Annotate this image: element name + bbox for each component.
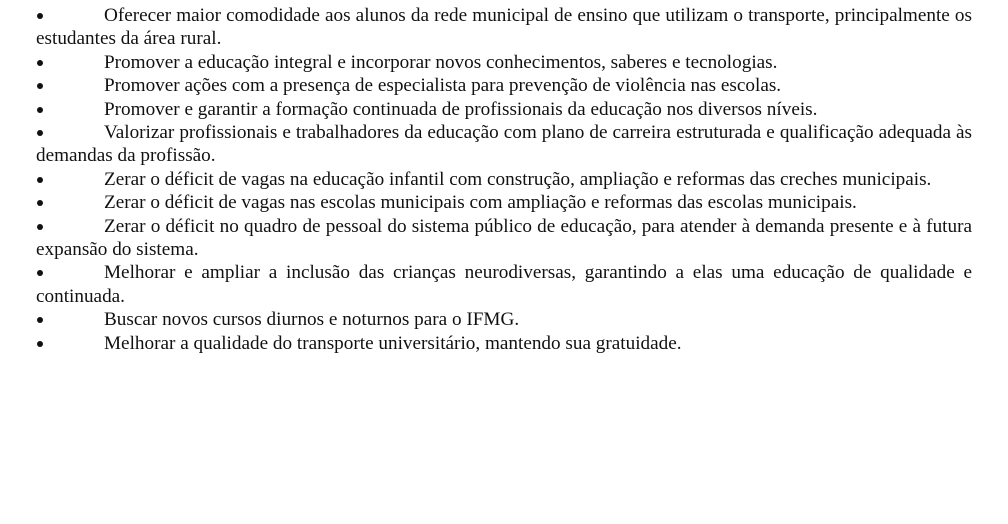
list-item <box>36 74 972 97</box>
bullet-icon <box>36 332 44 355</box>
list-item-text: Promover e garantir a formação continuada de profissionais da educação nos diversos níveis. <box>104 98 818 120</box>
list-item-text: Oferecer maior comodidade aos alunos da rede municipal de ensino que utilizam o transporte, principalmente os estudantes da área rural. <box>36 5 972 50</box>
bullet-icon <box>36 215 44 238</box>
bullet-icon <box>36 168 44 191</box>
list-item <box>36 121 972 168</box>
list-item-text: Zerar o déficit no quadro de pessoal do sistema público de educação, para atender à demanda presente e à futura expansão do sistema. <box>36 215 972 261</box>
list-item <box>36 261 972 308</box>
list-item <box>36 168 972 191</box>
list-item-text: Melhorar a qualidade do transporte universitário, mantendo sua gratuidade. <box>104 332 682 354</box>
bullet-icon <box>36 261 44 284</box>
bullet-icon <box>36 308 44 331</box>
list-item-text: Zerar o déficit de vagas nas escolas municipais com ampliação e reformas das escolas municipais. <box>104 192 857 214</box>
bullet-icon <box>36 4 44 27</box>
bullet-icon <box>36 191 44 214</box>
list-item-text: Buscar novos cursos diurnos e noturnos para o IFMG. <box>104 309 520 331</box>
list-item <box>36 332 972 355</box>
list-item-text: Promover ações com a presença de especialista para prevenção de violência nas escolas. <box>104 75 782 97</box>
bullet-list <box>36 0 972 355</box>
list-item-text: Promover a educação integral e incorporar novos conhecimentos, saberes e tecnologias. <box>104 51 778 73</box>
list-item <box>36 215 972 262</box>
bullet-icon <box>36 121 44 144</box>
list-item <box>36 4 972 51</box>
list-item <box>36 191 972 214</box>
list-item-text: Melhorar e ampliar a inclusão das crianças neurodiversas, garantindo a elas uma educação de qualidade e continuada. <box>36 262 972 307</box>
list-item <box>36 51 972 74</box>
bullet-icon <box>36 98 44 121</box>
list-item <box>36 308 972 331</box>
list-item-text: Zerar o déficit de vagas na educação infantil com construção, ampliação e reformas das creches municipais. <box>104 168 932 190</box>
list-item <box>36 98 972 121</box>
bullet-icon <box>36 74 44 97</box>
bullet-icon <box>36 51 44 74</box>
list-item-text: Valorizar profissionais e trabalhadores da educação com plano de carreira estruturada e qualificação adequada às demandas da profissão. <box>36 122 972 167</box>
